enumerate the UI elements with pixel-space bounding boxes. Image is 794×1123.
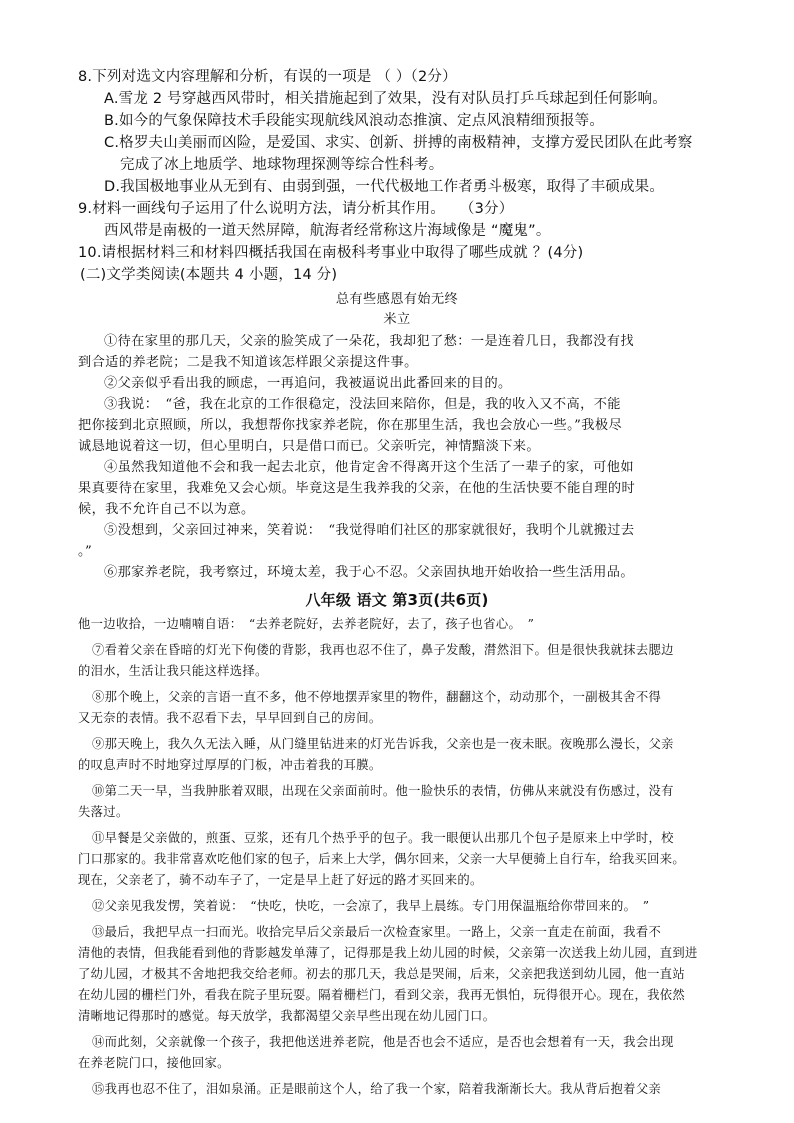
article-author: 米立 (383, 312, 411, 327)
paragraph-line: 果真要待在家里，我难免又会心烦。毕竟这是生我养我的父亲，在他的生活快要不能自理的时 (78, 481, 636, 496)
paragraph-line: 到合适的养老院；二是我不知道该怎样跟父亲提这件事。 (78, 355, 418, 370)
paragraph-line: ②父亲似乎看出我的顾虑，一再追问，我被逼说出此番回来的目的。 (104, 376, 512, 391)
paragraph-line: ⑪早餐是父亲做的，煎蛋、豆浆，还有几个热乎乎的包子。我一眼便认出那几个包子是原来上中学时，校 (92, 831, 674, 845)
q8-option-a: A.雪龙 2 号穿越西风带时，相关措施起到了效果，没有对队员打乒乓球起到任何影响。 (104, 91, 667, 107)
paragraph-line: 诚恳地说着这一切，但心里明白，只是借口而已。父亲听完，神情黯淡下来。 (78, 439, 540, 454)
paragraph-line: ⑫父亲见我发愣，笑着说： “快吃，快吃，一会凉了，我早上晨练。专门用保温瓶给你带回来的。 ” (92, 899, 650, 913)
q10-stem: 10.请根据材料三和材料四概括我国在南极科考事业中取得了哪些成就 ？(4分) (78, 245, 584, 261)
q9-quoted-sentence: 西风带是南极的一道天然屏障，航海者经常称这片海域像是 “魔鬼”。 (104, 223, 551, 239)
q8-option-d: D.我国极地事业从无到有、由弱到强，一代代极地工作者勇斗极寒，取得了丰硕成果。 (104, 179, 665, 195)
section-heading: (二)文学类阅读(本题共 4 小题，14 分) (80, 267, 338, 283)
q8-option-b: B.如今的气象保障技术手段能实现航线风浪动态推演、定点风浪精细预报等。 (104, 113, 605, 129)
q8-option-c-line1: C.格罗夫山美丽而凶险，是爱国、求实、创新、拼搏的南极精神，支撑方爱民团队在此考察 (104, 135, 693, 151)
paragraph-line: ①待在家里的那几天，父亲的脸笑成了一朵花，我却犯了愁：一是连着几日，我都没有找 (104, 334, 634, 349)
paragraph-line: 。” (78, 544, 93, 559)
paragraph-line: ⑧那个晚上，父亲的言语一直不多，他不停地摆弄家里的物件，翻翻这个，动动那个，一副极其舍不得 (92, 690, 662, 704)
paragraph-line: ⑨那天晚上，我久久无法入睡，从门缝里钻进来的灯光告诉我，父亲也是一夜未眠。夜晚那么漫长，父亲 (92, 737, 674, 751)
paragraph-line: 失落过。 (78, 805, 129, 819)
paragraph-line: ⑩第二天一早，当我肿胀着双眼，出现在父亲面前时。他一脸快乐的表情，仿佛从来就没有伤感过，没有 (92, 784, 674, 798)
paragraph-line: 的泪水，生活让我只能这样选择。 (78, 664, 268, 678)
paragraph-line: ⑦看着父亲在昏暗的灯光下佝偻的背影，我再也忍不住了，鼻子发酸，潸然泪下。但是很快我就抹去腮边 (92, 643, 674, 657)
paragraph-line: ⑤没想到，父亲回过神来，笑着说： “我觉得咱们社区的那家就很好，我明个儿就搬过去 (104, 523, 635, 538)
page-footer: 八年级 语文 第3页(共6页) (305, 591, 489, 609)
paragraph-line: ⑬最后，我把早点一扫而光。收拾完早后父亲最后一次检查家里。一路上，父亲一直走在前面，我看不 (92, 925, 662, 939)
paragraph-line: 清晰地记得那时的感觉。每天放学，我都渴望父亲早些出现在幼儿园门口。 (78, 1009, 496, 1023)
paragraph-line: 又无奈的表情。我不忍看下去，早早回到自己的房间。 (78, 711, 382, 725)
paragraph-line: ④虽然我知道他不会和我一起去北京，他肯定舍不得离开这个生活了一辈子的家，可他如 (104, 460, 634, 475)
paragraph-line: 在养老院门口，接他回家。 (78, 1056, 230, 1070)
paragraph-line: ③我说： “爸，我在北京的工作很稳定，没法回来陪你，但是，我的收入又不高，不能 (104, 397, 621, 412)
paragraph-line: 了幼儿园，才极其不舍地把我交给老师。初去的那几天，我总是哭闹，后来，父亲把我送到幼儿园，他一直站 (78, 967, 686, 981)
article-title: 总有些感恩有始无终 (335, 292, 459, 307)
q8-option-c-line2: 完成了冰上地质学、地球物理探测等综合性科考。 (120, 157, 444, 173)
q8-stem: 8.下列对选文内容理解和分析，有误的一项是 （ ）（2分） (78, 69, 457, 85)
q9-stem: 9.材料一画线句子运用了什么说明方法，请分析其作用。 （3分） (78, 201, 514, 217)
paragraph-line: 把你接到北京照顾，所以，我想帮你找家养老院，你在那里生活，我也会放心一些。”我极尽 (78, 418, 623, 433)
paragraph-line: ⑭而此刻，父亲就像一个孩子，我把他送进养老院，他是否也会不适应，是否也会想着有一天，我会出现 (92, 1035, 674, 1049)
paragraph-line: ⑥那家养老院，我考察过，环境太差，我于心不忍。父亲固执地开始收拾一些生活用品。 (104, 565, 634, 580)
paragraph-line: 他一边收拾，一边喃喃自语： “去养老院好，去养老院好，去了，孩子也省心。 ” (78, 617, 535, 631)
paragraph-line: 在幼儿园的栅栏门外，看我在院子里玩耍。隔着栅栏门，看到父亲，我再无惧怕，玩得很开心。现在，我依然 (78, 988, 686, 1002)
paragraph-line: 的叹息声时不时地穿过厚厚的门板，冲击着我的耳膜。 (78, 758, 382, 772)
paragraph-line: 候，我不允许自己不以为意。 (78, 502, 255, 517)
paragraph-line: 门口那家的。我非常喜欢吃他们家的包子，后来上大学，偶尔回来，父亲一大早便骑上自行车，给我买回来。 (78, 852, 686, 866)
paragraph-line: 清他的表情，但我能看到他的背影越发单薄了，记得那是我上幼儿园的时候，父亲第一次送我上幼儿园，直到进 (78, 946, 698, 960)
paragraph-line: ⑮我再也忍不住了，泪如泉涌。正是眼前这个人，给了我一个家，陪着我渐渐长大。我从背后抱着父亲 (92, 1082, 662, 1096)
paragraph-line: 现在，父亲老了，骑不动车子了，一定是早上赶了好远的路才买回来的。 (78, 873, 483, 887)
